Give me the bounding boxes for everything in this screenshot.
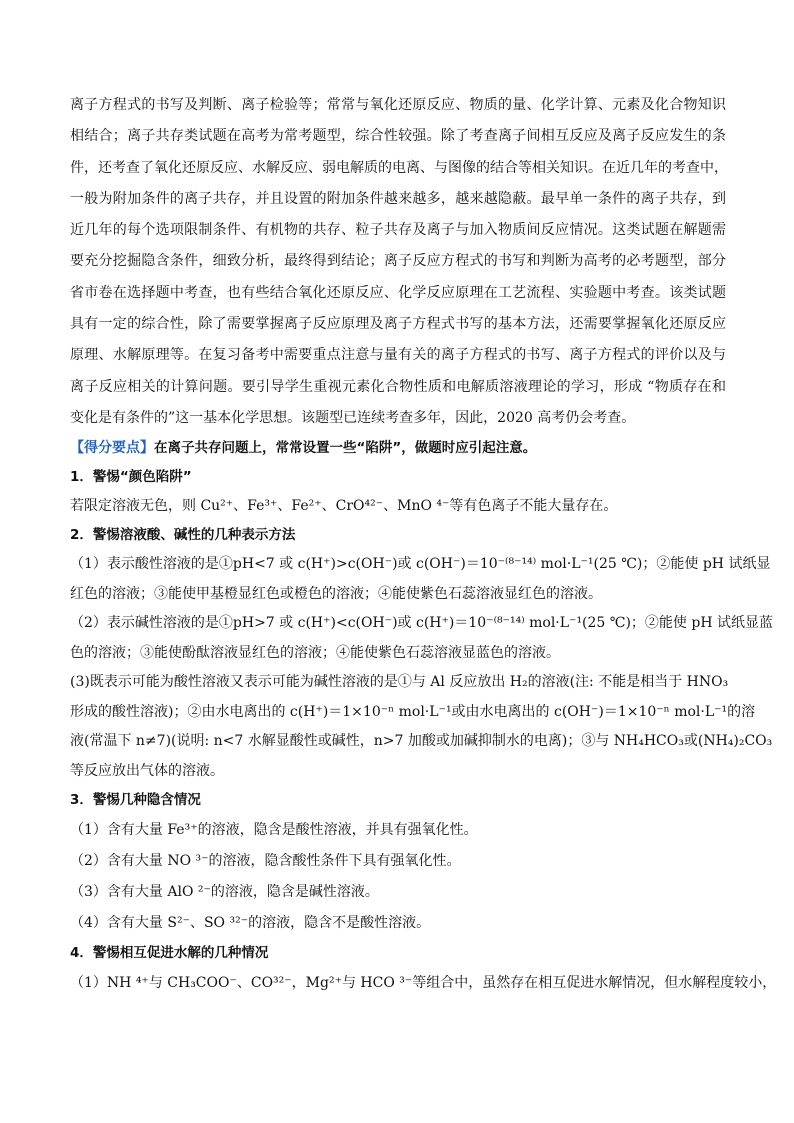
section-2-heading: 2．警惕溶液酸、碱性的几种表示方法 [70, 527, 296, 544]
section-2-item-3 [70, 668, 773, 786]
intro-paragraph [70, 90, 726, 434]
section-3-heading: 3．警惕几种隐含情况 [70, 792, 201, 809]
para-line: （2）表示碱性溶液的是①pH>7 或 c(H⁺)<c(OH⁻)或 c(H⁺)＝10⁻⁽⁸⁻¹⁴⁾ mol·L⁻¹(25 ℃)；②能使 pH 试纸显蓝 [70, 615, 773, 632]
para-line: 形成的酸性溶液)；②由水电离出的 c(H⁺)＝1×10⁻ⁿ mol·L⁻¹或由水电离出的 c(OH⁻)＝1×10⁻ⁿ mol·L⁻¹的溶 [70, 703, 756, 720]
section-4-heading: 4．警惕相互促进水解的几种情况 [70, 945, 269, 962]
intro-line: 离子反应相关的计算问题。要引导学生重视元素化合物性质和电解质溶液理论的学习，形成 “物质存在和 [70, 378, 726, 395]
intro-line: 近几年的每个选项限制条件、有机物的共存、粒子共存及离子与加入物质间反应情况。这类试题在解题需 [70, 222, 726, 239]
para-line: (3)既表示可能为酸性溶液又表示可能为碱性溶液的是①与 Al 反应放出 H₂的溶液(注: 不能是相当于 HNO₃ [70, 674, 729, 691]
intro-line: 相结合；离子共存类试题在高考为常考题型，综合性较强。除了考查离子间相互反应及离子反应发生的条 [70, 128, 726, 145]
section-3-item: （3）含有大量 AlO ²⁻的溶液，隐含是碱性溶液。 [70, 884, 379, 901]
para-line: 液(常温下 n≠7)(说明: n<7 水解显酸性或碱性，n>7 加酸或加碱抑制水的电离)；③与 NH₄HCO₃或(NH₄)₂CO₃ [70, 733, 773, 750]
key-points-tag: 【得分要点】 [70, 440, 154, 457]
section-1-heading: 1．警惕“颜色陷阱” [70, 469, 192, 486]
section-3-item: （1）含有大量 Fe³⁺的溶液，隐含是酸性溶液，并具有强氧化性。 [70, 822, 478, 839]
para-line: 色的溶液；③能使酚酞溶液显红色的溶液；④能使紫色石蕊溶液显蓝色的溶液。 [70, 644, 560, 661]
intro-line: 具有一定的综合性，除了需要掌握离子反应原理及离子方程式书写的基本方法，还需要掌握氧化还原反应 [70, 316, 726, 333]
intro-line: 原理、水解原理等。在复习备考中需要重点注意与量有关的离子方程式的书写、离子方程式的评价以及与 [70, 347, 726, 364]
para-line: 等反应放出气体的溶液。 [70, 762, 224, 779]
intro-line: 离子方程式的书写及判断、离子检验等；常常与氧化还原反应、物质的量、化学计算、元素及化合物知识 [70, 97, 726, 113]
key-points-line [70, 434, 726, 463]
section-1-text: 若限定溶液无色，则 Cu²⁺、Fe³⁺、Fe²⁺、CrO⁴²⁻、MnO ⁴⁻等有色离子不能大量存在。 [70, 498, 618, 515]
section-2-item-1 [70, 550, 771, 609]
section-3-item: （4）含有大量 S²⁻、SO ³²⁻的溶液，隐含不是酸性溶液。 [70, 915, 431, 932]
para-line: 红色的溶液；③能使甲基橙显红色或橙色的溶液；④能使紫色石蕊溶液显红色的溶液。 [70, 585, 602, 602]
section-4-item: （1）NH ⁴⁺与 CH₃COO⁻、CO³²⁻，Mg²⁺与 HCO ³⁻等组合中，虽然存在相互促进水解情况，但水解程度较小， [70, 975, 777, 992]
intro-line: 要充分挖掘隐含条件，细致分析，最终得到结论；离子反应方程式的书写和判断为高考的必考题型，部分 [70, 253, 726, 270]
intro-line: 省市卷在选择题中考查，也有些结合氧化还原反应、化学反应原理在工艺流程、实验题中考查。该类试题 [70, 284, 726, 301]
intro-line: 一般为附加条件的离子共存，并且设置的附加条件越来越多，越来越隐蔽。最早单一条件的离子共存，到 [70, 190, 726, 207]
section-3-item: （2）含有大量 NO ³⁻的溶液，隐含酸性条件下具有强氧化性。 [70, 853, 461, 870]
section-2-item-2 [70, 609, 773, 668]
key-points-text: 在离子共存问题上，常常设置一些“陷阱”，做题时应引起注意。 [154, 440, 537, 457]
para-line: （1）表示酸性溶液的是①pH<7 或 c(H⁺)>c(OH⁻)或 c(OH⁻)＝10⁻⁽⁸⁻¹⁴⁾ mol·L⁻¹(25 ℃)；②能使 pH 试纸显 [70, 556, 771, 573]
document-page [70, 90, 777, 999]
intro-line: 件，还考查了氧化还原反应、水解反应、弱电解质的电离、与图像的结合等相关知识。在近几年的考查中， [70, 159, 728, 176]
intro-line: 变化是有条件的”这一基本化学思想。该题型已连续考查多年，因此，2020 高考仍会考查。 [70, 409, 636, 426]
